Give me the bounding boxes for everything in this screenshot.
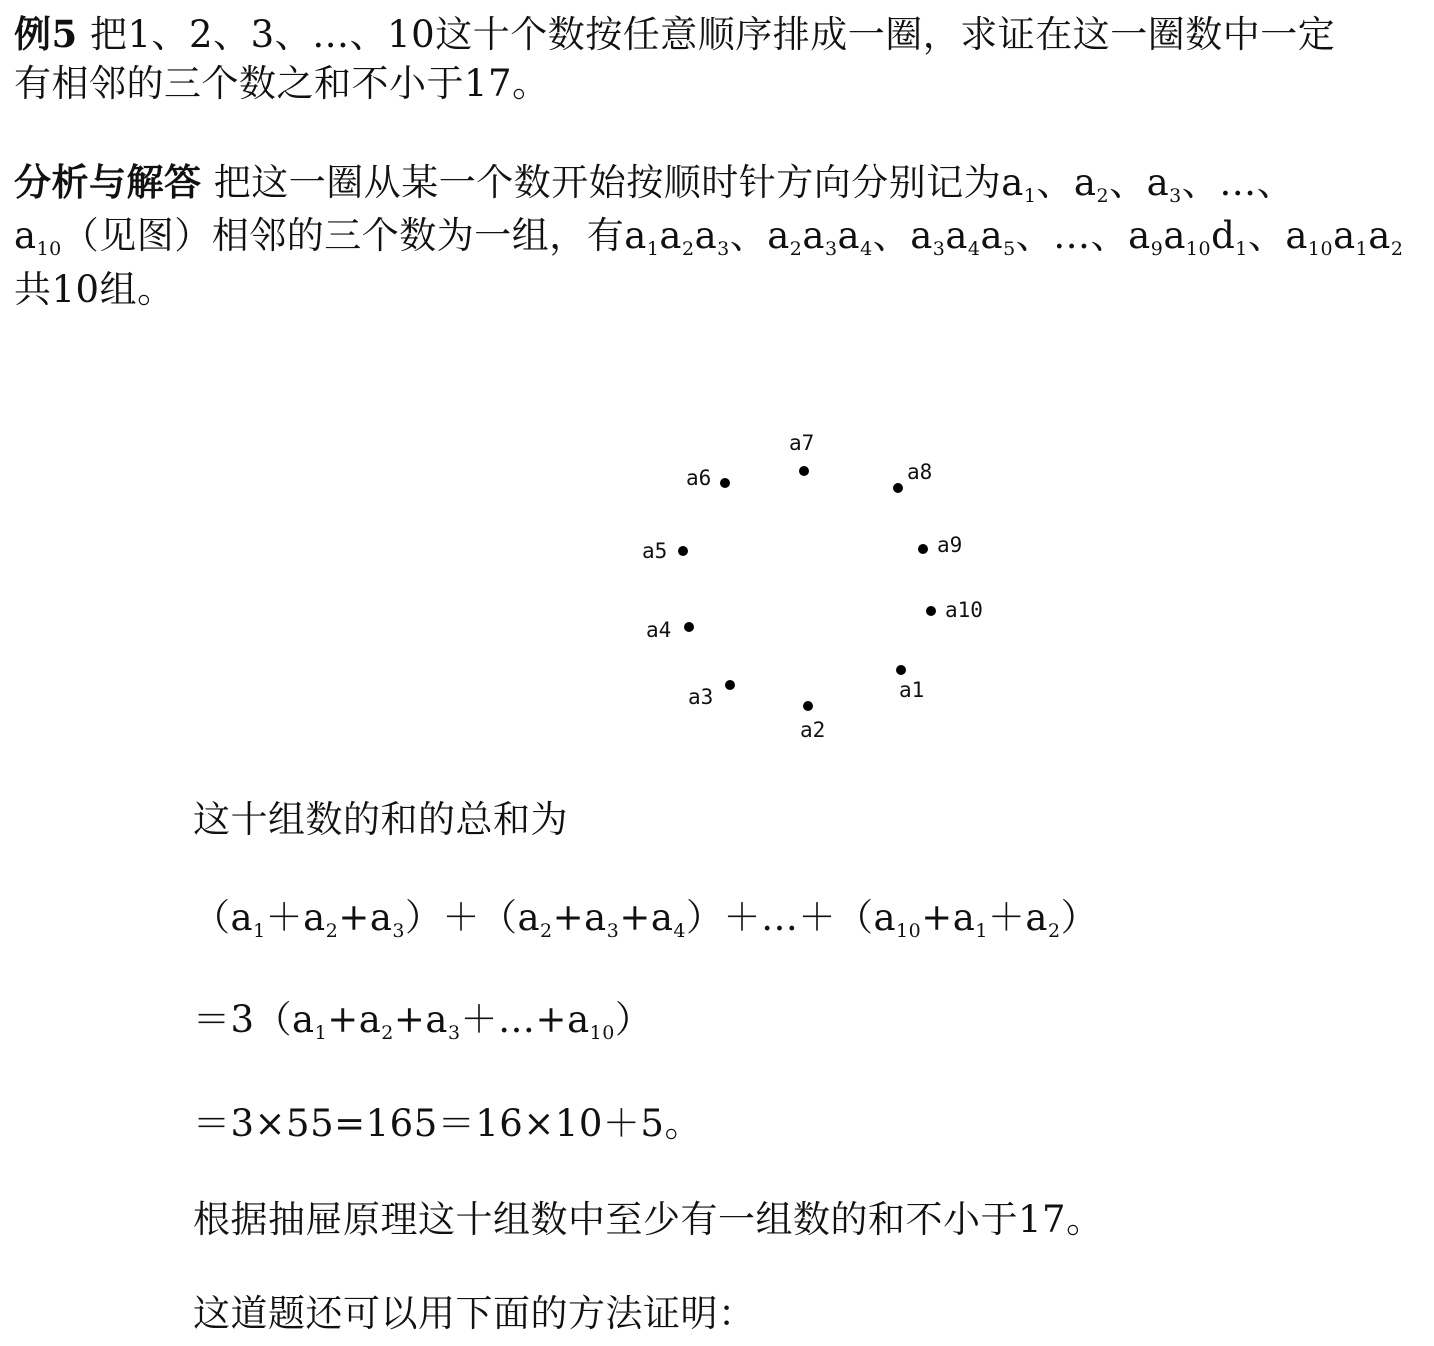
point-a3-dot [725,680,735,690]
point-a2-label: a2 [800,718,826,742]
analysis-text-1: 把这一圈从某一个数开始按顺时针方向分别记为 [213,161,1002,204]
example-text-1: 把1、2、3、…、10这十个数按任意顺序排成一圈，求证在这一圈数中一定 [90,13,1336,56]
analysis-text-2: 相邻的三个数为一组，有 [211,214,625,257]
point-a10-label: a10 [945,598,983,622]
point-a4-label: a4 [646,618,672,642]
point-a1-label: a1 [899,678,925,702]
point-a1-dot [896,665,906,675]
point-a5-label: a5 [642,539,668,563]
equation-1: $(a_1+a_2+a_3)+(a_2+a_3+a_4)+\dots+(a_{10}+a_1+a_2)$ [193,896,1099,942]
example-text-2: 有相邻的三个数之和不小于17。 [14,62,550,105]
point-a6-dot [720,478,730,488]
point-a3-label: a3 [688,685,714,709]
analysis-text-3: 共10组。 [14,268,175,311]
point-a10-dot [926,606,936,616]
point-a8-dot [893,483,903,493]
point-a5-dot [678,546,688,556]
point-a8-label: a8 [907,460,933,484]
group-2: $a_2a_3a_4$ [767,214,873,260]
point-a9-label: a9 [937,533,963,557]
conclusion: 根据抽屉原理这十组数中至少有一组数的和不小于17。 [193,1198,1104,1241]
point-a7-label: a7 [789,431,815,455]
sum-intro: 这十组数的和的总和为 [193,798,568,841]
analysis-label: 分析与解答 [14,160,202,204]
figure-note: （见图） [61,214,212,257]
next-method: 这道题还可以用下面的方法证明： [193,1292,756,1335]
point-a9-dot [918,544,928,554]
group-10: $a_{10}a_1a_2$ [1285,214,1404,260]
equation-3: ＝3×55=165＝16×10＋5。 [193,1102,702,1145]
analysis-line-1: 分析与解答 把这一圈从某一个数开始按顺时针方向分别记为$a_1$、$a_2$、$a_3$、…、 [14,160,1295,207]
group-1: $a_1a_2a_3$ [624,214,730,260]
point-a2-dot [803,701,813,711]
point-a6-label: a6 [686,466,712,490]
point-a7-dot [799,466,809,476]
group-9: $a_9a_{10}d_1$ [1128,214,1248,260]
point-a4-dot [684,622,694,632]
example-label: 例5 [14,12,78,56]
analysis-line-2: $a_{10}$（见图）相邻的三个数为一组，有$a_1a_2a_3$、$a_2a_3a_4$、$a_3a_4a_5$、…、$a_9a_{10}d_1$、$a_{10}a_1a_2$ [14,214,1404,260]
group-3: $a_3a_4a_5$ [910,214,1016,260]
equation-2: $=3(a_1+a_2+a_3+\dots+a_{10})$ [193,998,653,1044]
